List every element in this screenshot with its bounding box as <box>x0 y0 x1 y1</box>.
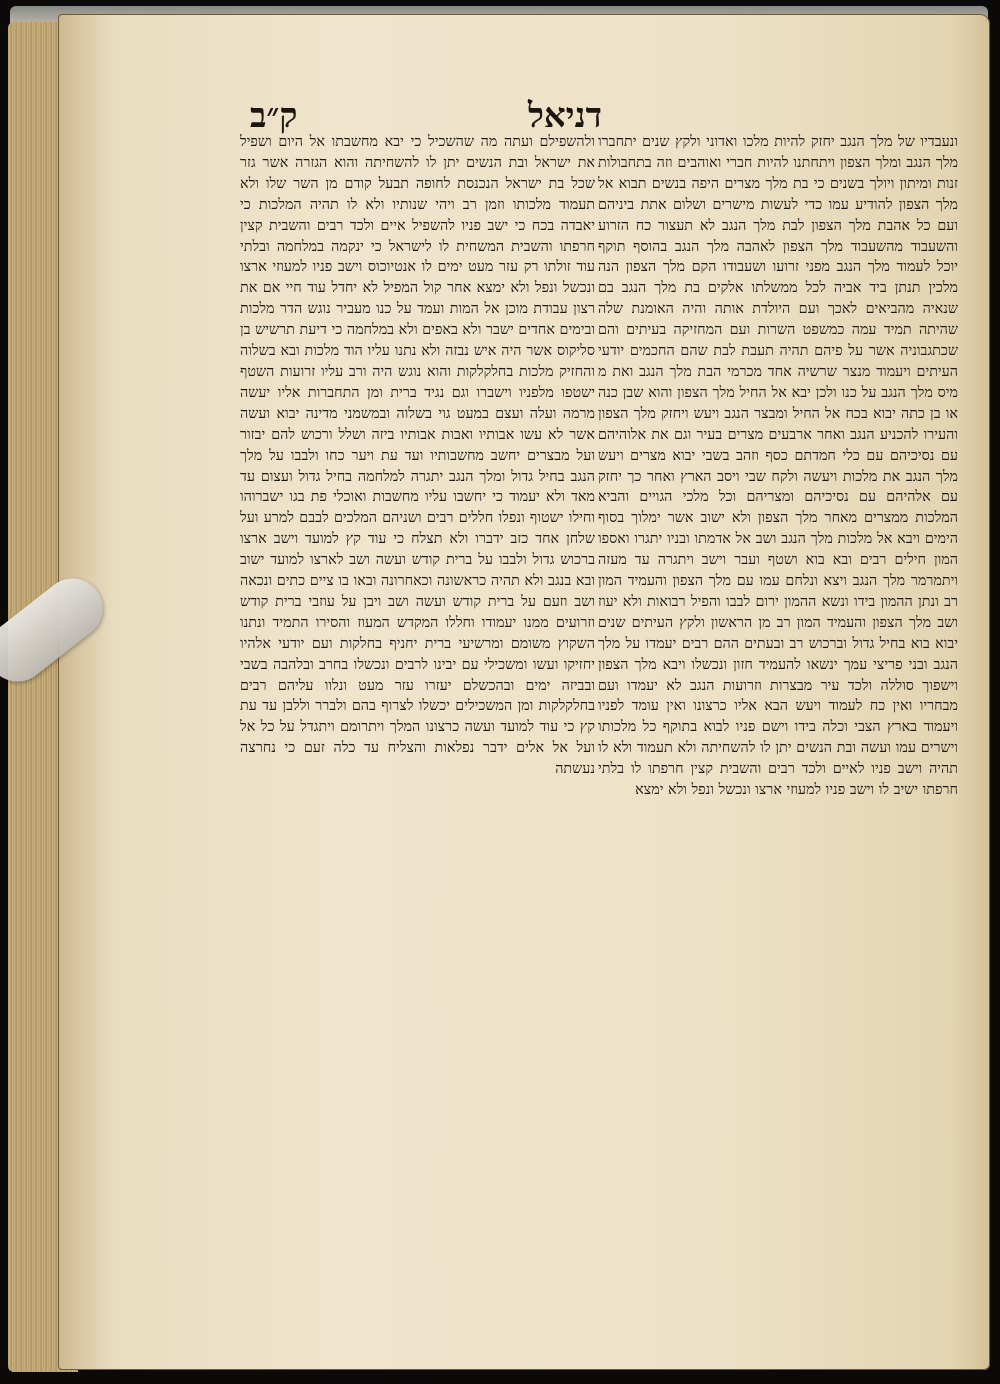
column-text: ולהשפילם ועתה מה שהשכיל כי יבא מחשבתו אל היום ושפיל את ישראל ובת הנשים יתן לו להשחיתה והוא הגזרה אשר גזר שכל בת ישראל הנכנסת לחופה תבעל קודם מן השר שלו ולא תעמוד מלכותו וזמן רב ויהי שנותיו ולא לו תהיה המלכות כי יאבדה בכח כי ישב פניו להשפיל איים ולכד רבים והשבית קצין חרפתו והשבית המשחית לו לישראל כי ינקמה במלחמה ובלתי עוד זולתו רק עזר מעט ימים לו אנטיוכוס וישב פניו למעוזי ארצו ונכשל ונפל ולא ימצא אחר קול המפיל לא יחדל עוד חיי אם את רצון עבודת מוכן אל המות ועמד על כנו מעביר נוגש הדר מלכות ובימים אחדים ישבר ולא באפים ולא במלחמה כי דיעת תרשיש בן סליקוס אשר היה איש נבזה ולא נתנו עליו הוד מלכות ובא בשלוה והחזיק מלכות בחלקלקות והוא נוגש היה ורב עליו זרועות השטף ישטפו מלפניו וישברו וגם נגיד ברית ומן התחברות אליו יעשה מרמה ועלה ועצם במעט גוי בשלוה ובמשמני מדינה יבוא ועשה אשר לא עשו אבותיו ואבות אבותיו ביזה ושלל ורכוש להם יבזור ועל מבצרים יחשב מחשבותיו ועד עת ויער כחו ולבבו על מלך הנגב בחיל גדול ומלך הנגב יתגרה למלחמה בחיל גדול ועצום עד מאד ולא יעמוד כי יחשבו עליו מחשבות ואוכלי פת בגו ישברוהו וחילו ישטוף ונפלו חללים רבים ושניהם המלכים לבבם למרע ועל שלחן אחד כזב ידברו ולא תצלח כי עוד קץ למועד וישב ארצו ברכוש גדול ולבבו על ברית קודש ועשה ושב לארצו למועד ישוב ובא בנגב ולא תהיה כראשונה וכאחרונה ובאו בו ציים כתים ונכאה ושב וזעם על ברית קודש ועשה ושב ויבן על עוזבי ברית קודש וזרועים ממנו יעמודו וחללו המקדש המעוז והסירו התמיד ונתנו השקוץ משומם ומרשיעי ברית יחניף בחלקות ועם יודעי אלהיו יחזיקו ועשו ומשכילי עם יבינו לרבים ונכשלו בחרב ובלהבה בשבי ובביזה ימים ובהכשלם יעזרו עזר מעט ונלוו עליהם רבים בחלקלקות ומן המשכילים יכשלו לצרוף בהם ולברר וללבן עד עת קץ כי עוד למועד ועשה כרצונו המלך ויתרומם ויתגדל על כל אל ועל אל אלים ידבר נפלאות והצליח עד כלה זעם כי נחרצה נעשתה <box>240 134 595 778</box>
text-column-right <box>598 132 958 801</box>
running-head-title: דניאל <box>527 96 602 136</box>
folio-number: ק״ב <box>250 96 298 136</box>
text-column-left <box>240 132 595 780</box>
column-text: ונעבדיו של מלך הנגב יחזק להיות מלכו ואדוני ולקץ שנים יתחברו מלך הנגב ומלך הצפון ויתחתנו להיות חברי ואוהבים וזה בתחבולות זנות ומיתון ויולך בשנים כי בת מלך מצרים היפה בנשים תבוא אל מלך הצפון להודיע עמו כדי לעשות מישרים ושלום אתת ביניהם ועם כל אהבת מלך הצפון לבת מלך הנגב לא תעצור כח הזרוע והשעבוד מהשעבוד מלך הצפון לאהבה מלך הנגב בהוסף תוקף יוכל לעמוד מלך הנגב מפני זרועו ושעבודו הקם מלך הצפון הנה מלכין תנתן ביד אביה לכל ממשלתו אלקים בת מלך הנגב בם שנאיה מהביאים לאכך ועם היולדת אותה והיה האומנת שלה שהיתה תמיד עמה כמשפט השרות ועם המחזיקה בעיתים והם שכתגבוניה אשר על פיהם תהיה תעבת לבת שהם החכמים יודעי העיתים ויעמוד מנצר שרשיה אחד מכרמי הבת מלך הנגב ואת מ מיס מלך הנגב על כנו ולכן יבא אל החיל מלך הצפון והוא שבן כנה או בן כתה יבוא בכח אל החיל ומבצר הנגב ויעש ויחזק מלך הצפון והעירו להכניע הנגב ואחר ארבעים מצרים בעיר וגם את אלוהיהם עם נסיכיהם עם כלי חמדתם כסף וזהב בשבי יבוא מצרים ויעש מלך הנגב את מלכות ויעשה ולקח שבי ויסב הארץ ואחר כך יחזק עם אלהיהם עם נסיכיהם ומצריהם וכל מלכי הגויים והביא המלכות ממצרים מאחר מלך הצפון ולא ישוב אשר ימלוך בסוף הימים ויבא אל מלכות מלך הנגב ושב אל אדמתו ובניו יתגרו ואספו המון חילים רבים ובא בוא ושטף ועבר וישב ויתגרה עד מעזה ויתמרמר מלך הנגב ויצא ונלחם עמו עם מלך הצפון והעמיד המון רב ונתן ההמון בידו ונשא ההמון ירום לבבו והפיל רבואות ולא יעוז ושב מלך הצפון והעמיד המון רב מן הראשון ולקץ העיתים שנים יבוא בוא בחיל גדול וברכוש רב ובעתים ההם רבים יעמדו על מלך הנגב ובני פריצי עמך ינשאו להעמיד חזון ונכשלו ויבא מלך הצפון וישפוך סוללה ולכד עיר מבצרות וזרועות הנגב לא יעמדו ועם מבחריו ואין כח לעמוד ויעש הבא אליו כרצונו ואין עומד לפניו ויעמוד בארץ הצבי וכלה בידו וישם פניו לבוא בתוקף כל מלכותו וישרים עמו ועשה ובת הנשים יתן לו להשחיתה ולא תעמוד ולא לו תהיה וישב פניו לאיים ולכד רבים והשבית קצין חרפתו לו בלתי חרפתו ישיב לו וישב פניו למעוזי ארצו ונכשל ונפל ולא ימצא <box>598 134 958 799</box>
